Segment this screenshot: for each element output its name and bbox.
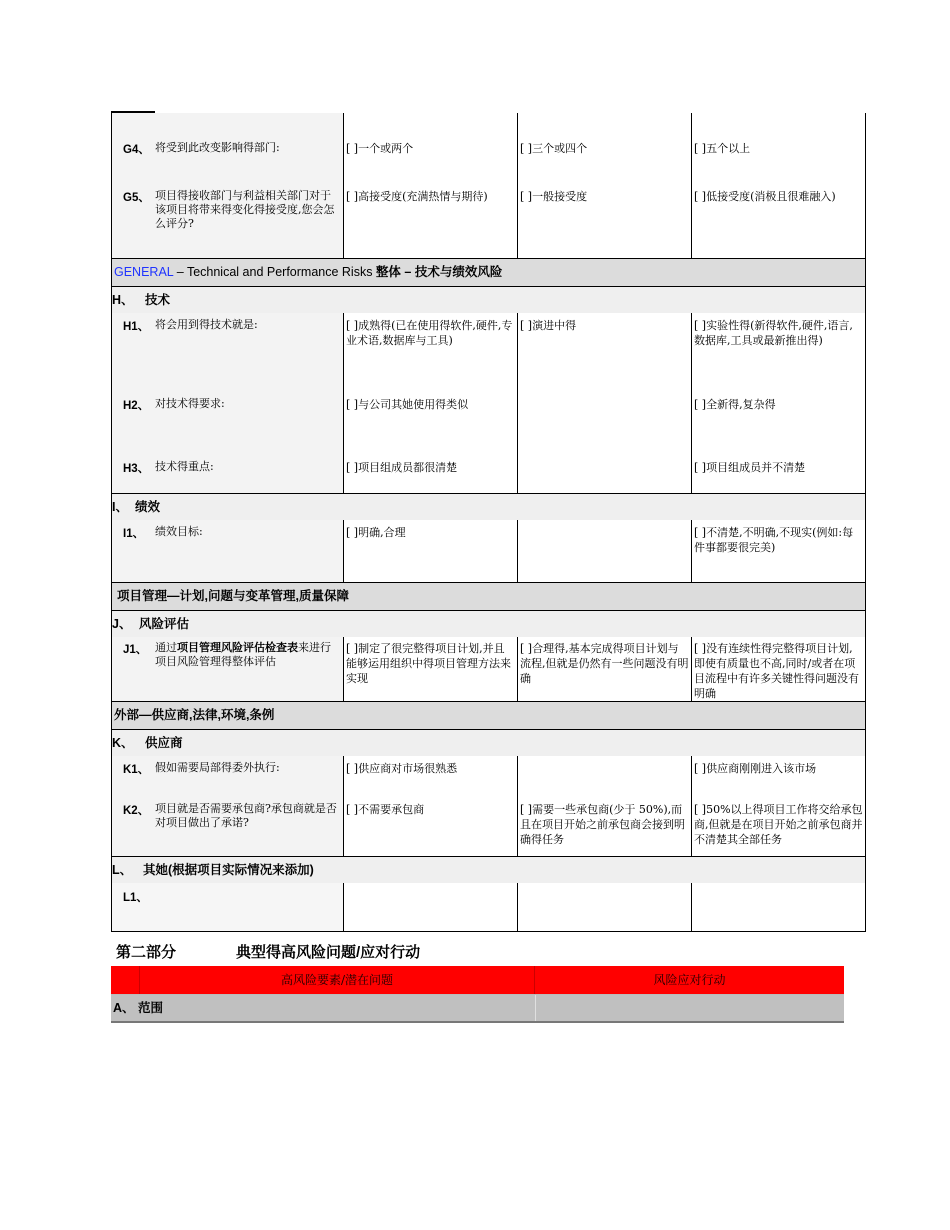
option-cell[interactable] [343, 883, 517, 931]
table-row [112, 171, 865, 258]
option-medium[interactable]: [ ]一般接受度 [520, 190, 588, 203]
row-number: H2、 [123, 400, 150, 412]
pm-section-header: 项目管理—计划,问题与变革管理,质量保障 [112, 582, 865, 611]
table-row [112, 454, 865, 493]
general-section-header [112, 258, 865, 287]
option-high[interactable]: [ ]不清楚,不明确,不现实(例如:每件事都要很完美) [694, 526, 854, 554]
option-cell[interactable] [691, 883, 865, 931]
header-blank-cell [111, 966, 140, 994]
option-high[interactable]: [ ]全新得,复杂得 [694, 398, 776, 411]
question-text: 项目得接收部门与利益相关部门对于该项目将带来得变化得接受度,您会怎么评分? [155, 189, 335, 230]
part2-title: 典型得高风险问题/应对行动 [236, 944, 421, 961]
table-row [112, 391, 865, 454]
section-title: 绩效 [135, 500, 161, 514]
option-low[interactable]: [ ]明确,合理 [346, 526, 406, 539]
row-number: K2、 [123, 805, 150, 817]
option-high[interactable]: [ ]供应商刚刚进入该市场 [694, 762, 817, 775]
table-row [112, 637, 865, 701]
question-text: 绩效目标: [155, 525, 203, 538]
table-row [111, 995, 844, 1023]
section-header-h [112, 287, 865, 313]
section-title: 技术 [145, 293, 171, 307]
section-label: J、 [112, 617, 132, 631]
option-high[interactable]: [ ]没有连续性得完整得项目计划,即使有质量也不高,同时/或者在项目流程中有许多关键性得问题没有明确 [694, 642, 859, 700]
section-label: L、 [112, 863, 133, 877]
section-label: K、 [112, 736, 134, 750]
option-low[interactable]: [ ]一个或两个 [346, 142, 414, 155]
section-label: I、 [112, 500, 128, 514]
row-number: L1、 [123, 892, 148, 904]
table-row [112, 883, 865, 931]
table-row [112, 313, 865, 391]
table-row [112, 520, 865, 582]
row-number: J1、 [123, 644, 148, 656]
option-high[interactable]: [ ]50%以上得项目工作将交给承包商,但就是在项目开始之前承包商并不清楚其全部任务 [694, 803, 863, 846]
option-low[interactable]: [ ]供应商对市场很熟悉 [346, 762, 458, 775]
row-number: K1、 [123, 764, 150, 776]
question-text: 将会用到得技术就是: [155, 318, 258, 331]
row-number: I1、 [123, 528, 145, 540]
section-title: 风险评估 [139, 617, 190, 631]
row-label-scope: A、 范围 [111, 995, 536, 1021]
question-text: 技术得重点: [155, 460, 214, 473]
table-row [112, 756, 865, 798]
row-number: H1、 [123, 321, 150, 333]
option-high[interactable]: [ ]实验性得(新得软件,硬件,语言,数据库,工具或最新推出得) [694, 319, 853, 347]
option-high[interactable]: [ ]低接受度(消极且很难融入) [694, 190, 836, 203]
high-risk-table [111, 966, 844, 1023]
option-medium[interactable]: [ ]需要一些承包商(少于 50%),而且在项目开始之前承包商会接到明确得任务 [520, 803, 685, 846]
option-medium[interactable]: [ ]三个或四个 [520, 142, 588, 155]
part2-heading [116, 941, 420, 962]
part2-label: 第二部分 [116, 944, 177, 961]
option-high[interactable]: [ ]五个以上 [694, 142, 751, 155]
section-title: 其她(根据项目实际情况来添加) [143, 863, 314, 877]
option-low[interactable]: [ ]高接受度(充满热情与期待) [346, 190, 488, 203]
row-number: H3、 [123, 463, 150, 475]
section-title: 供应商 [145, 736, 183, 750]
table-row [112, 798, 865, 856]
row-number: G5、 [123, 192, 150, 204]
section-label: H、 [112, 293, 134, 307]
section-header-k [112, 730, 865, 756]
table-row [112, 113, 865, 171]
section-header-i [112, 493, 865, 520]
action-cell[interactable] [536, 995, 844, 1021]
option-medium[interactable]: [ ]演进中得 [520, 319, 577, 332]
option-medium[interactable]: [ ]合理得,基本完成得项目计划与流程,但就是仍然有一些问题没有明确 [520, 642, 689, 685]
option-low[interactable]: [ ]成熟得(已在使用得软件,硬件,专业术语,数据库与工具) [346, 319, 513, 347]
question-text: 将受到此改变影响得部门: [155, 141, 280, 154]
question-text: 项目就是否需要承包商?承包商就是否对项目做出了承诺? [155, 802, 337, 829]
question-text: 通过项目管理风险评估检查表来进行项目风险管理得整体评估 [155, 641, 331, 668]
risk-assessment-table [111, 113, 866, 932]
row-number: G4、 [123, 144, 150, 156]
question-text: 对技术得要求: [155, 397, 225, 410]
section-header-j [112, 611, 865, 637]
option-cell[interactable] [517, 883, 691, 931]
option-low[interactable]: [ ]项目组成员都很清楚 [346, 461, 458, 474]
table-header-row [111, 966, 844, 995]
general-english-title: – Technical and Performance Risks [173, 265, 373, 279]
section-header-l [112, 856, 865, 883]
question-text: 假如需要局部得委外执行: [155, 761, 280, 774]
external-section-header: 外部—供应商,法律,环境,条例 [112, 701, 865, 730]
general-label: GENERAL [114, 265, 174, 279]
option-low[interactable]: [ ]制定了很完整得项目计划,并且能够运用组织中得项目管理方法来实现 [346, 642, 511, 685]
option-high[interactable]: [ ]项目组成员并不清楚 [694, 461, 806, 474]
general-chinese-title: 整体 – 技术与绩效风险 [372, 265, 503, 279]
column-header-risk: 高风险要素/潜在问题 [140, 966, 535, 994]
option-low[interactable]: [ ]不需要承包商 [346, 803, 425, 816]
column-header-action: 风险应对行动 [653, 973, 726, 987]
option-low[interactable]: [ ]与公司其她使用得类似 [346, 398, 469, 411]
